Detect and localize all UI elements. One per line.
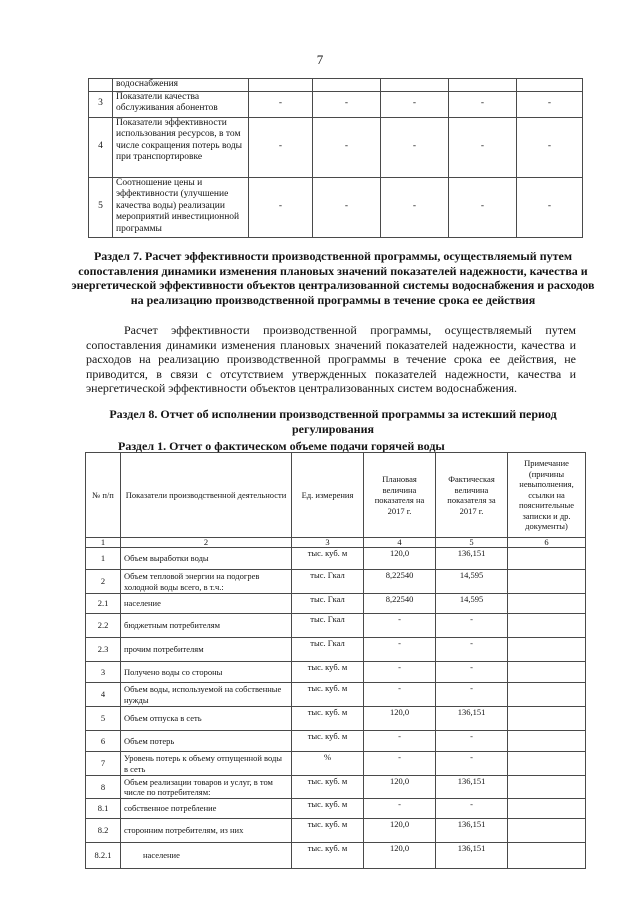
- column-number: 3: [292, 538, 364, 548]
- column-number: 1: [86, 538, 121, 548]
- row-number: 6: [86, 731, 121, 752]
- note-cell: [508, 614, 586, 638]
- indicator-value: [517, 79, 583, 92]
- fact-value: 136,151: [436, 548, 508, 570]
- indicator-name: население: [121, 843, 292, 869]
- indicator-name: Соотношение цены и эффективности (улучшение качества воды) реализации мероприятий инвестиционной программы: [113, 177, 249, 237]
- row-number: 2.1: [86, 594, 121, 614]
- indicator-name: Объем реализации товаров и услуг, в том числе по потребителям:: [121, 776, 292, 799]
- fact-value: -: [436, 662, 508, 683]
- indicator-name: бюджетным потребителям: [121, 614, 292, 638]
- note-cell: [508, 638, 586, 662]
- indicator-value: -: [381, 177, 449, 237]
- plan-value: 120,0: [364, 707, 436, 731]
- indicator-name: Объем выработки воды: [121, 548, 292, 570]
- row-number: 8.2: [86, 819, 121, 843]
- indicator-value: -: [517, 91, 583, 117]
- row-number: 5: [86, 707, 121, 731]
- table-row: [86, 614, 586, 638]
- plan-value: 8,22540: [364, 570, 436, 594]
- table-row: [89, 177, 583, 237]
- indicator-value: -: [249, 91, 313, 117]
- indicator-value: -: [517, 117, 583, 177]
- header-cell: Ед. измерения: [292, 453, 364, 538]
- table-row: [86, 752, 586, 776]
- fact-value: 14,595: [436, 594, 508, 614]
- indicator-name: Объем потерь: [121, 731, 292, 752]
- fact-value: -: [436, 799, 508, 819]
- table-row: [86, 731, 586, 752]
- plan-value: 120,0: [364, 819, 436, 843]
- plan-value: -: [364, 799, 436, 819]
- indicator-value: -: [449, 177, 517, 237]
- column-number-row: [86, 538, 586, 548]
- indicator-name: прочим потребителям: [121, 638, 292, 662]
- indicator-name: Уровень потерь к объему отпущенной воды в сеть: [121, 752, 292, 776]
- indicator-name: Получено воды со стороны: [121, 662, 292, 683]
- header-cell: Плановая величина показателя на 2017 г.: [364, 453, 436, 538]
- plan-value: -: [364, 752, 436, 776]
- row-number: [89, 79, 113, 92]
- header-cell: Показатели производственной деятельности: [121, 453, 292, 538]
- row-number: 2: [86, 570, 121, 594]
- plan-value: 120,0: [364, 776, 436, 799]
- table-row: [86, 683, 586, 707]
- note-cell: [508, 662, 586, 683]
- row-number: 8.1: [86, 799, 121, 819]
- section7-paragraph: Расчет эффективности производственной программы, осуществляемый путем сопоставления динамики изменения плановых значений показателей надежности, качества и расходов на реализацию производственной программы в течение срока ее действия, не приводится, в связи с отсутствием утвержденных показателей надежности, качества и энергетической эффективности объектов централизованных систем водоснабжения.: [86, 323, 576, 396]
- table-row: [86, 819, 586, 843]
- indicator-value: -: [381, 117, 449, 177]
- row-number: 4: [86, 683, 121, 707]
- unit-cell: тыс. куб. м: [292, 683, 364, 707]
- row-number: 5: [89, 177, 113, 237]
- row-number: 3: [89, 91, 113, 117]
- unit-cell: тыс. куб. м: [292, 843, 364, 869]
- row-number: 4: [89, 117, 113, 177]
- header-cell: Примечание (причины невыполнения, ссылки на пояснительные записки и др. документы): [508, 453, 586, 538]
- unit-cell: %: [292, 752, 364, 776]
- page-number: 7: [316, 52, 324, 67]
- unit-cell: тыс. куб. м: [292, 731, 364, 752]
- fact-value: -: [436, 638, 508, 662]
- row-number: 8.2.1: [86, 843, 121, 869]
- indicator-name: население: [121, 594, 292, 614]
- plan-value: 120,0: [364, 548, 436, 570]
- fact-value: 136,151: [436, 819, 508, 843]
- indicator-name: Объем тепловой энергии на подогрев холодной воды всего, в т.ч.:: [121, 570, 292, 594]
- table-row: [89, 79, 583, 92]
- table-row: [86, 662, 586, 683]
- row-number: 1: [86, 548, 121, 570]
- indicator-value: -: [449, 91, 517, 117]
- plan-value: -: [364, 638, 436, 662]
- indicator-name: Показатели качества обслуживания абонентов: [113, 91, 249, 117]
- row-number: 3: [86, 662, 121, 683]
- table-row: [86, 570, 586, 594]
- column-number: 2: [121, 538, 292, 548]
- table-header-row: [86, 453, 586, 538]
- table-row: [86, 799, 586, 819]
- row-number: 8: [86, 776, 121, 799]
- table-row: [89, 117, 583, 177]
- fact-value: 136,151: [436, 843, 508, 869]
- indicator-value: [313, 79, 381, 92]
- indicator-name: сторонним потребителям, из них: [121, 819, 292, 843]
- column-number: 5: [436, 538, 508, 548]
- column-number: 6: [508, 538, 586, 548]
- unit-cell: тыс. куб. м: [292, 707, 364, 731]
- indicator-value: -: [449, 117, 517, 177]
- indicator-value: -: [249, 117, 313, 177]
- indicator-value: -: [517, 177, 583, 237]
- unit-cell: тыс. куб. м: [292, 662, 364, 683]
- hot-water-report-table: [85, 452, 586, 869]
- table-row: [86, 843, 586, 869]
- header-cell: № п/п: [86, 453, 121, 538]
- unit-cell: тыс. Гкал: [292, 570, 364, 594]
- indicator-value: [381, 79, 449, 92]
- note-cell: [508, 752, 586, 776]
- unit-cell: тыс. куб. м: [292, 548, 364, 570]
- fact-value: -: [436, 683, 508, 707]
- fact-value: -: [436, 731, 508, 752]
- fact-value: -: [436, 752, 508, 776]
- indicator-name: Объем воды, используемой на собственные нужды: [121, 683, 292, 707]
- indicator-name: Показатели эффективности использования ресурсов, в том числе сокращения потерь воды при транспортировке: [113, 117, 249, 177]
- note-cell: [508, 776, 586, 799]
- row-number: 2.2: [86, 614, 121, 638]
- section8-title: Раздел 8. Отчет об исполнении производственной программы за истекший период регулирования: [109, 407, 557, 436]
- column-number: 4: [364, 538, 436, 548]
- plan-value: -: [364, 683, 436, 707]
- unit-cell: тыс. куб. м: [292, 819, 364, 843]
- indicators-table: [88, 78, 583, 238]
- note-cell: [508, 843, 586, 869]
- unit-cell: тыс. Гкал: [292, 638, 364, 662]
- note-cell: [508, 707, 586, 731]
- note-cell: [508, 548, 586, 570]
- plan-value: 120,0: [364, 843, 436, 869]
- plan-value: -: [364, 731, 436, 752]
- indicator-value: -: [313, 91, 381, 117]
- indicator-value: -: [249, 177, 313, 237]
- indicator-value: -: [313, 177, 381, 237]
- indicator-value: -: [313, 117, 381, 177]
- note-cell: [508, 819, 586, 843]
- unit-cell: тыс. куб. м: [292, 776, 364, 799]
- row-number: 7: [86, 752, 121, 776]
- plan-value: 8,22540: [364, 594, 436, 614]
- table-row: [86, 707, 586, 731]
- unit-cell: тыс. Гкал: [292, 594, 364, 614]
- unit-cell: тыс. куб. м: [292, 799, 364, 819]
- report-section1-title: Раздел 1. Отчет о фактическом объеме подачи горячей воды: [118, 439, 445, 453]
- note-cell: [508, 799, 586, 819]
- plan-value: -: [364, 662, 436, 683]
- fact-value: 14,595: [436, 570, 508, 594]
- table-row: [86, 594, 586, 614]
- indicator-name: водоснабжения: [113, 79, 249, 92]
- table-row: [89, 91, 583, 117]
- indicator-value: -: [381, 91, 449, 117]
- table-row: [86, 638, 586, 662]
- indicator-name: Объем отпуска в сеть: [121, 707, 292, 731]
- unit-cell: тыс. Гкал: [292, 614, 364, 638]
- indicator-value: [249, 79, 313, 92]
- note-cell: [508, 683, 586, 707]
- table-row: [86, 776, 586, 799]
- indicator-name: собственное потребление: [121, 799, 292, 819]
- table-row: [86, 548, 586, 570]
- note-cell: [508, 570, 586, 594]
- header-cell: Фактическая величина показателя за 2017 г.: [436, 453, 508, 538]
- plan-value: -: [364, 614, 436, 638]
- note-cell: [508, 731, 586, 752]
- section7-title: Раздел 7. Расчет эффективности производственной программы, осуществляемый путем сопоставления динамики изменения плановых значений показателей надежности, качества и энергетической эффективности объектов централизованной системы водоснабжения и расходов на реализацию производственной программы в течение срока ее действия: [71, 249, 595, 307]
- fact-value: 136,151: [436, 776, 508, 799]
- fact-value: -: [436, 614, 508, 638]
- indicator-value: [449, 79, 517, 92]
- fact-value: 136,151: [436, 707, 508, 731]
- row-number: 2.3: [86, 638, 121, 662]
- note-cell: [508, 594, 586, 614]
